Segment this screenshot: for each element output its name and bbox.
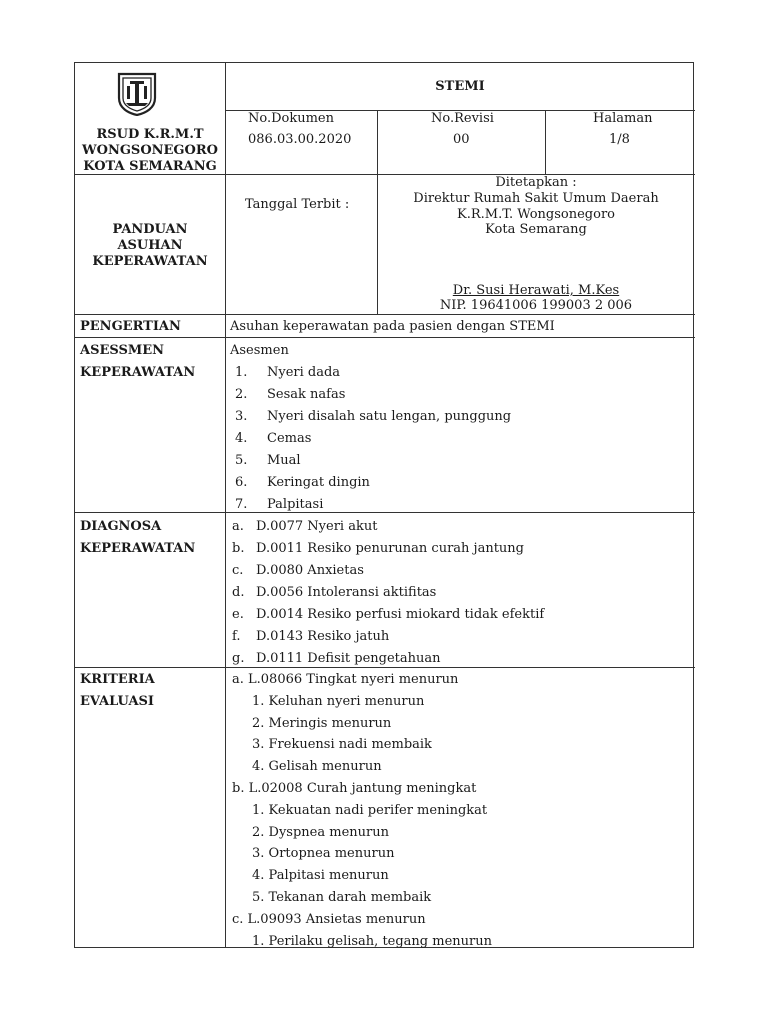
- diagnosa-item-letter: g.: [232, 651, 245, 666]
- diagnosa-item-text: D.0143 Resiko jatuh: [256, 629, 390, 644]
- tanggal-terbit-label: Tanggal Terbit :: [245, 197, 350, 212]
- asesmen-item: [235, 431, 311, 447]
- ditetapkan-line4: Kota Semarang: [485, 222, 587, 237]
- diagnosa-label-line2: KEPERAWATAN: [80, 541, 196, 556]
- ditetapkan-line2: Direktur Rumah Sakit Umum Daerah: [413, 191, 659, 206]
- kriteria-indicator-text: 1. Kekuatan nadi perifer meningkat: [252, 802, 488, 818]
- document-title: STEMI: [435, 79, 485, 94]
- diagnosa-item-text: D.0014 Resiko perfusi miokard tidak efektif: [256, 607, 545, 622]
- asesmen-item-number: 3.: [235, 409, 248, 424]
- diagnosa-item: [232, 585, 436, 601]
- kriteria-indicator: [252, 759, 382, 775]
- asesmen-item-number: 7.: [235, 497, 248, 512]
- kriteria-indicator-text: 1. Keluhan nyeri menurun: [252, 693, 425, 709]
- kriteria-indicator: [252, 846, 394, 862]
- hospital-name-line1: RSUD K.R.M.T: [96, 127, 204, 142]
- kriteria-outcome: [232, 672, 458, 688]
- hospital-name-line2: WONGSONEGORO: [82, 143, 218, 158]
- asesmen-item: [235, 409, 511, 425]
- signatory-name: Dr. Susi Herawati, M.Kes: [452, 283, 620, 298]
- pengertian-label: PENGERTIAN: [80, 319, 181, 334]
- kriteria-indicator: [252, 868, 389, 884]
- diagnosa-item-letter: c.: [232, 563, 244, 578]
- asesmen-item: [235, 387, 345, 403]
- ditetapkan-line1: Ditetapkan :: [495, 175, 577, 190]
- diagnosa-item: [232, 541, 524, 557]
- halaman-value: 1/8: [609, 132, 630, 147]
- diagnosa-item-letter: a.: [232, 519, 244, 534]
- hospital-logo-icon: [116, 72, 158, 116]
- asesmen-label-line1: ASESSMEN: [80, 343, 165, 358]
- kriteria-indicator-text: 3. Frekuensi nadi membaik: [252, 737, 432, 753]
- diagnosa-item: [232, 629, 389, 645]
- diagnosa-item-text: D.0011 Resiko penurunan curah jantung: [256, 541, 524, 556]
- asesmen-label-line2: KEPERAWATAN: [80, 365, 196, 380]
- diagnosa-item-text: D.0077 Nyeri akut: [256, 519, 378, 534]
- kriteria-indicator: [252, 716, 391, 732]
- diagnosa-item: [232, 563, 364, 579]
- kriteria-label-line1: KRITERIA: [80, 672, 155, 687]
- asesmen-item-text: Palpitasi: [267, 497, 324, 512]
- kriteria-indicator-text: 3. Ortopnea menurun: [252, 846, 395, 862]
- kriteria-indicator-text: 1. Perilaku gelisah, tegang menurun: [252, 933, 492, 949]
- diagnosa-divider: [75, 667, 695, 668]
- diagnosa-item-letter: b.: [232, 541, 245, 556]
- no-revisi-value: 00: [453, 132, 470, 147]
- panduan-divider: [75, 314, 695, 315]
- diagnosa-label-line1: DIAGNOSA: [80, 519, 162, 534]
- kriteria-outcome-text: c. L.09093 Ansietas menurun: [232, 911, 426, 927]
- asesmen-item-text: Cemas: [267, 431, 312, 446]
- kriteria-indicator-text: 4. Gelisah menurun: [252, 759, 382, 775]
- asesmen-item-text: Nyeri dada: [267, 365, 341, 380]
- kriteria-indicator-text: 2. Meringis menurun: [252, 715, 392, 731]
- diagnosa-item-letter: d.: [232, 585, 245, 600]
- no-dokumen-label: No.Dokumen: [248, 111, 334, 126]
- kriteria-indicator-text: 5. Tekanan darah membaik: [252, 890, 432, 905]
- diagnosa-item: [232, 651, 441, 667]
- asesmen-divider: [75, 512, 695, 513]
- asesmen-item-text: Keringat dingin: [267, 475, 370, 490]
- asesmen-item: [235, 365, 340, 381]
- asesmen-item-number: 6.: [235, 475, 248, 490]
- kriteria-outcome-text: a. L.08066 Tingkat nyeri menurun: [232, 672, 459, 687]
- kriteria-label-line2: EVALUASI: [80, 694, 154, 709]
- diagnosa-item: [232, 519, 377, 535]
- halaman-label: Halaman: [593, 111, 653, 126]
- kriteria-indicator-text: 4. Palpitasi menurun: [252, 868, 389, 884]
- no-revisi-label: No.Revisi: [431, 111, 494, 126]
- panduan-line1: PANDUAN: [112, 222, 188, 237]
- asesmen-heading: Asesmen: [230, 343, 289, 358]
- kriteria-outcome-text: b. L.02008 Curah jantung meningkat: [232, 781, 477, 796]
- diagnosa-item-letter: e.: [232, 607, 244, 622]
- kriteria-outcome: [232, 912, 426, 928]
- diagnosa-item-text: D.0056 Intoleransi aktifitas: [256, 585, 437, 600]
- kriteria-indicator-text: 2. Dyspnea menurun: [252, 824, 389, 840]
- asesmen-item-text: Sesak nafas: [267, 387, 346, 402]
- signatory-nip: NIP. 19641006 199003 2 006: [439, 298, 633, 313]
- meta-divider-2: [545, 110, 546, 174]
- pengertian-text: Asuhan keperawatan pada pasien dengan STEMI: [230, 319, 555, 334]
- kriteria-outcome: [232, 781, 476, 797]
- diagnosa-item-text: D.0080 Anxietas: [256, 563, 364, 578]
- asesmen-item-number: 2.: [235, 387, 248, 402]
- kriteria-indicator: [252, 890, 431, 906]
- asesmen-item: [235, 475, 370, 491]
- panduan-line2: ASUHAN: [117, 238, 183, 253]
- ditetapkan-line3: K.R.M.T. Wongsonegoro: [457, 207, 615, 222]
- asesmen-item-number: 5.: [235, 453, 248, 468]
- diagnosa-item-letter: f.: [232, 629, 241, 644]
- document-table: [74, 62, 694, 948]
- asesmen-item-number: 1.: [235, 365, 248, 380]
- hospital-name-line3: KOTA SEMARANG: [83, 159, 217, 174]
- diagnosa-item: [232, 607, 544, 623]
- kriteria-indicator: [252, 737, 432, 753]
- pengertian-divider: [75, 337, 695, 338]
- asesmen-item: [235, 453, 301, 469]
- asesmen-item: [235, 497, 323, 513]
- column-divider: [225, 63, 226, 948]
- kriteria-indicator: [252, 694, 424, 710]
- kriteria-indicator: [252, 934, 492, 950]
- panduan-line3: KEPERAWATAN: [92, 254, 208, 269]
- no-dokumen-value: 086.03.00.2020: [248, 132, 352, 147]
- asesmen-item-text: Mual: [267, 453, 301, 468]
- kriteria-indicator: [252, 825, 389, 841]
- diagnosa-item-text: D.0111 Defisit pengetahuan: [256, 651, 441, 666]
- asesmen-item-number: 4.: [235, 431, 248, 446]
- kriteria-indicator: [252, 803, 487, 819]
- asesmen-item-text: Nyeri disalah satu lengan, punggung: [267, 409, 512, 424]
